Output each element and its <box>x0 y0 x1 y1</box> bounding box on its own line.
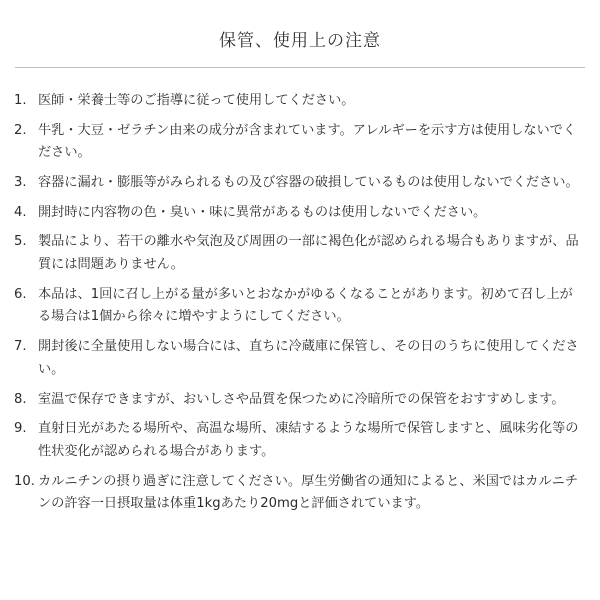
list-item-text: 開封時に内容物の色・臭い・味に異常があるものは使用しないでください。 <box>38 204 487 220</box>
page-footer-spacer <box>0 594 600 600</box>
list-item-text: 直射日光があたる場所や、高温な場所、凍結するような場所で保管しますと、風味劣化等の性状変化が認められる場合があります。 <box>38 421 579 459</box>
list-item-number: 9. <box>14 421 27 437</box>
list-item-number: 8. <box>14 391 27 407</box>
list-item <box>14 120 586 165</box>
list-item-text: カルニチンの摂り過ぎに注意してください。厚生労働省の通知によると、米国ではカルニチンの許容一日摂取量は体重1kgあたり20mgと評価されています。 <box>38 473 579 512</box>
list-item <box>14 202 586 225</box>
list-item-number: 2. <box>14 122 27 138</box>
list-item <box>14 418 586 463</box>
list-item <box>14 231 586 276</box>
title-block <box>0 0 600 68</box>
list-item-text: 本品は、1回に召し上がる量が多いとおなかがゆるくなることがあります。初めて召し上がる場合は1個から徐々に増やすようにしてください。 <box>38 286 573 325</box>
list-item <box>14 336 586 381</box>
list-item <box>14 90 586 113</box>
list-item-text: 牛乳・大豆・ゼラチン由来の成分が含まれています。アレルギーを示す方は使用しないでください。 <box>38 122 577 161</box>
list-item-text: 室温で保存できますが、おいしさや品質を保つために冷暗所での保管をおすすめします。 <box>38 391 565 407</box>
list-item-number: 4. <box>14 204 27 220</box>
list-item-text: 容器に漏れ・膨脹等がみられるもの及び容器の破損しているものは使用しないでください。 <box>38 174 579 190</box>
list-item <box>14 471 586 516</box>
list-item-number: 5. <box>14 234 27 250</box>
list-item-text: 開封後に全量使用しない場合には、直ちに冷蔵庫に保管し、その日のうちに使用してください。 <box>38 339 579 377</box>
list-item-text: 医師・栄養士等のご指導に従って使用してください。 <box>38 92 355 108</box>
list-item-number: 10. <box>14 473 35 489</box>
page-title: 保管、使用上の注意 <box>219 31 381 51</box>
list-item-number: 3. <box>14 174 27 190</box>
list-item-number: 6. <box>14 286 27 302</box>
list-item <box>14 172 586 195</box>
list-item-text: 製品により、若干の離水や気泡及び周囲の一部に褐色化が認められる場合もありますが、品質には問題ありません。 <box>38 234 579 273</box>
notes-list <box>0 68 600 516</box>
list-item-number: 7. <box>14 339 27 355</box>
list-item-number: 1. <box>14 92 27 108</box>
list-item <box>14 284 586 329</box>
list-item <box>14 389 586 412</box>
